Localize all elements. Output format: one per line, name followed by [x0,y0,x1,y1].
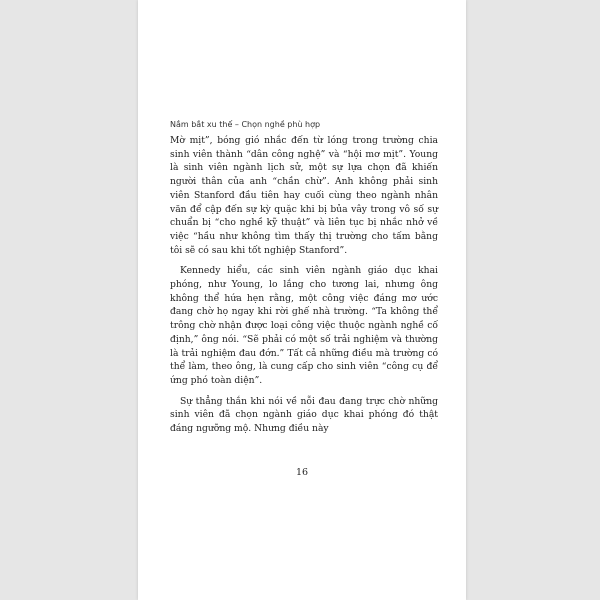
paragraph: Sự thẳng thắn khi nói về nỗi đau đang trực chờ những sinh viên đã chọn ngành giáo dục khai phóng đó thật đáng ngưỡng mộ. Nhưng điều này [170,395,438,435]
body-text [170,134,438,436]
running-header: Nắm bắt xu thế – Chọn nghề phù hợp [170,120,321,129]
page-number: 16 [295,467,309,478]
paragraph: Kennedy hiểu, các sinh viên ngành giáo dục khai phóng, như Young, lo lắng cho tương lai, nhưng ông không thể hứa hẹn rằng, một công việc đáng mơ ước đang chờ họ ngay khi rời ghế nhà trường. “Ta không thể trông chờ nhận được loại công việc thuộc ngành nghề cố định,” ông nói. “Sẽ phải có một số trải nghiệm và thường là trải nghiệm đau đớn.” Tất cả những điều mà trường có thể làm, theo ông, là cung cấp cho sinh viên “công cụ để ứng phó toàn diện”. [170,265,438,386]
book-page [138,0,466,600]
paragraph: Mờ mịt”, bóng gió nhắc đến từ lóng trong trường chia sinh viên thành “dân công nghệ” và “hội mơ mịt”. Young là sinh viên ngành lịch sử, một sự lựa chọn đã khiến người thân của anh “chần chừ”. Anh không phải sinh viên Stanford đầu tiên hay cuối cùng theo ngành nhân văn để cập đến sự kỳ quặc khi bị bủa vây trong vô số sự chuẩn bị “cho nghề kỹ thuật” và liên tục bị nhắc nhở về việc “hầu như không tìm thấy thị trường cho tấm bằng tôi sẽ có sau khi tốt nghiệp Stanford”. [170,135,438,256]
